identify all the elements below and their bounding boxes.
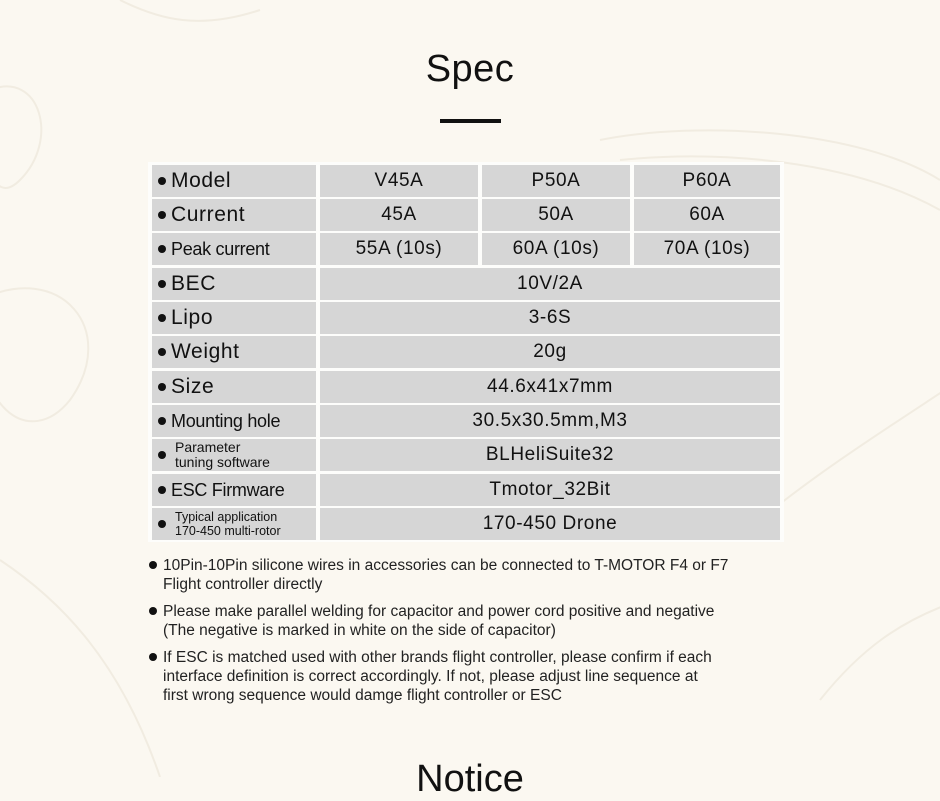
value-current-p60a: 60A: [634, 199, 780, 231]
value-size: 44.6x41x7mm: [320, 371, 780, 403]
row-label-size: Size: [152, 371, 316, 403]
next-section-title: Notice: [416, 758, 524, 800]
bullet-icon: [158, 486, 166, 494]
bullet-icon: [158, 245, 166, 253]
value-mounting-hole: 30.5x30.5mm,M3: [320, 405, 780, 437]
bullet-icon: [158, 451, 166, 459]
value-current-v45a: 45A: [320, 199, 478, 231]
row-label-current: Current: [152, 199, 316, 231]
note-item: Please make parallel welding for capacitor and power cord positive and negative (The negative is marked in white on the side of capacitor): [148, 602, 818, 640]
page-title: Spec: [425, 48, 515, 90]
value-peak-current-v45a: 55A (10s): [320, 233, 478, 265]
row-label-bec: BEC: [152, 268, 316, 300]
bullet-icon: [158, 314, 166, 322]
value-esc-firmware: Tmotor_32Bit: [320, 474, 780, 506]
value-current-p50a: 50A: [482, 199, 630, 231]
title-underline: [440, 119, 501, 123]
value-model-p60a: P60A: [634, 165, 780, 197]
note-item: 10Pin-10Pin silicone wires in accessories can be connected to T-MOTOR F4 or F7 Flight controller directly: [148, 556, 818, 594]
row-label-model: Model: [152, 165, 316, 197]
value-lipo: 3-6S: [320, 302, 780, 334]
bullet-icon: [158, 348, 166, 356]
bullet-icon: [158, 211, 166, 219]
bullet-icon: [158, 520, 166, 528]
row-label-parameter-tuning-software: Parameter tuning software: [152, 439, 316, 471]
value-typical-application: 170-450 Drone: [320, 508, 780, 540]
row-label-weight: Weight: [152, 336, 316, 368]
value-parameter-tuning-software: BLHeliSuite32: [320, 439, 780, 471]
bullet-icon: [149, 607, 157, 615]
row-label-typical-application: Typical application 170-450 multi-rotor: [152, 508, 316, 540]
row-label-lipo: Lipo: [152, 302, 316, 334]
note-item: If ESC is matched used with other brands flight controller, please confirm if each interface definition is correct accordingly. If not, please adjust line sequence at first wrong sequence would damge flight controller or ESC: [148, 648, 818, 705]
value-peak-current-p50a: 60A (10s): [482, 233, 630, 265]
value-weight: 20g: [320, 336, 780, 368]
notes-list: [148, 556, 818, 713]
row-label-peak-current: Peak current: [152, 233, 316, 265]
bullet-icon: [149, 561, 157, 569]
bullet-icon: [158, 383, 166, 391]
row-label-esc-firmware: ESC Firmware: [152, 474, 316, 506]
bullet-icon: [158, 177, 166, 185]
bullet-icon: [158, 280, 166, 288]
bullet-icon: [149, 653, 157, 661]
spec-table: [148, 162, 784, 542]
value-bec: 10V/2A: [320, 268, 780, 300]
bullet-icon: [158, 417, 166, 425]
value-peak-current-p60a: 70A (10s): [634, 233, 780, 265]
value-model-p50a: P50A: [482, 165, 630, 197]
row-label-mounting-hole: Mounting hole: [152, 405, 316, 437]
value-model-v45a: V45A: [320, 165, 478, 197]
